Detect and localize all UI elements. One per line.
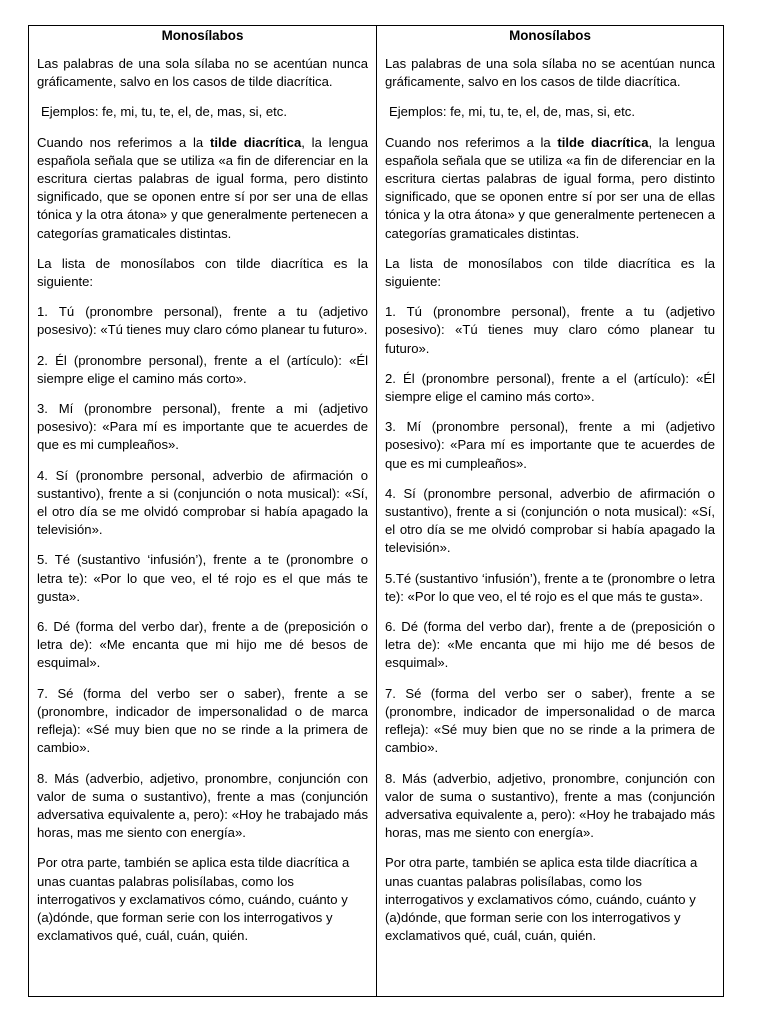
definition-term: tilde diacrítica [557,134,649,150]
list-intro-paragraph: La lista de monosílabos con tilde diacrítica es la siguiente: [385,255,715,290]
examples-paragraph: Ejemplos: fe, mi, tu, te, el, de, mas, si, etc. [389,104,635,120]
definition-paragraph [385,134,715,243]
definition-term: tilde diacrítica [210,134,302,150]
column-left [29,26,376,996]
list-item: 1. Tú (pronombre personal), frente a tu (adjetivo posesivo): «Tú tienes muy claro cómo planear tu futuro». [385,304,715,356]
list-item: 5. Té (sustantivo ‘infusión’), frente a te (pronombre o letra te): «Por lo que veo, el té rojo es el que más te gusta». [37,552,368,604]
list-item: 6. Dé (forma del verbo dar), frente a de (preposición o letra de): «Me encanta que mi hijo me dé besos de esquimal». [37,619,368,671]
list-item: 2. Él (pronombre personal), frente a el (artículo): «Él siempre elige el camino más corto». [385,370,715,405]
list-item: 1. Tú (pronombre personal), frente a tu (adjetivo posesivo): «Tú tienes muy claro cómo planear tu futuro». [37,304,368,338]
intro-paragraph: Las palabras de una sola sílaba no se acentúan nunca gráficamente, salvo en los casos de tilde diacrítica. [37,56,368,90]
column-title: Monosílabos [509,28,591,43]
closing-paragraph: Por otra parte, también se aplica esta tilde diacrítica a unas cuantas palabras polisílabas, como los interrogativos y exclamativos cómo, cuándo, cuánto y (a)dónde, que forman serie con los interrogativos y exclamativos qué, cuál, cuán, quién. [37,855,350,944]
list-item: 2. Él (pronombre personal), frente a el (artículo): «Él siempre elige el camino más corto». [37,352,368,386]
definition-text-post: , la lengua española señala que se utiliza «a fin de diferenciar en la escritura ciertas palabras de igual forma, pero distinto significado, que se oponen entre sí por ser una de ellas tónica y la otra átona» y que generalmente pertenecen a categorías gramaticales distintas. [37,134,368,241]
intro-paragraph: Las palabras de una sola sílaba no se acentúan nunca gráficamente, salvo en los casos de tilde diacrítica. [385,56,715,90]
examples-paragraph: Ejemplos: fe, mi, tu, te, el, de, mas, si, etc. [41,104,287,120]
list-item: 7. Sé (forma del verbo ser o saber), frente a se (pronombre, indicador de impersonalidad o de marca refleja): «Sé muy bien que no se rinde a la primera de cambio». [37,685,368,756]
list-item: 7. Sé (forma del verbo ser o saber), frente a se (pronombre, indicador de impersonalidad o de marca refleja): «Sé muy bien que no se rinde a la primera de cambio». [385,685,715,756]
list-item: 4. Sí (pronombre personal, adverbio de afirmación o sustantivo), frente a si (conjunción o nota musical): «Sí, el otro día se me olvidó comprobar si había apagado la televisión». [385,485,715,556]
closing-paragraph: Por otra parte, también se aplica esta tilde diacrítica a unas cuantas palabras polisílabas, como los interrogativos y exclamativos cómo, cuándo, cuánto y (a)dónde, que forman serie con los interrogativos y exclamativos qué, cuál, cuán, quién. [385,855,698,944]
list-item: 5.Té (sustantivo ‘infusión’), frente a te (pronombre o letra te): «Por lo que veo, el té rojo es el que más te gusta». [385,570,715,604]
list-intro-paragraph: La lista de monosílabos con tilde diacrítica es la siguiente: [37,255,368,290]
list-item: 8. Más (adverbio, adjetivo, pronombre, conjunción con valor de suma o sustantivo), frente a mas (conjunción adversativa equivalente a, pero): «Hoy he trabajado más horas, mas me siento con energía». [37,770,368,841]
document-table [28,25,724,997]
list-item: 4. Sí (pronombre personal, adverbio de afirmación o sustantivo), frente a si (conjunción o nota musical): «Sí, el otro día se me olvidó comprobar si había apagado la televisión». [37,467,368,538]
definition-text-post: , la lengua española señala que se utiliza «a fin de diferenciar en la escritura ciertas palabras de igual forma, pero distinto significado, que se oponen entre sí por ser una de ellas tónica y la otra átona» y que generalmente pertenecen a categorías gramaticales distintas. [385,134,715,241]
definition-paragraph [37,134,368,243]
list-item: 8. Más (adverbio, adjetivo, pronombre, conjunción con valor de suma o sustantivo), frente a mas (conjunción adversativa equivalente a, pero): «Hoy he trabajado más horas, mas me siento con energía». [385,770,715,841]
list-item: 3. Mí (pronombre personal), frente a mi (adjetivo posesivo): «Para mí es importante que te acuerdes de que es mi cumpleaños». [385,419,715,471]
column-title: Monosílabos [161,28,244,43]
list-item: 3. Mí (pronombre personal), frente a mi (adjetivo posesivo): «Para mí es importante que te acuerdes de que es mi cumpleaños». [37,401,368,453]
column-right [376,26,723,996]
list-item: 6. Dé (forma del verbo dar), frente a de (preposición o letra de): «Me encanta que mi hijo me dé besos de esquimal». [385,619,715,671]
definition-text-pre: Cuando nos referimos a la [385,134,558,150]
definition-text-pre: Cuando nos referimos a la [37,134,211,150]
